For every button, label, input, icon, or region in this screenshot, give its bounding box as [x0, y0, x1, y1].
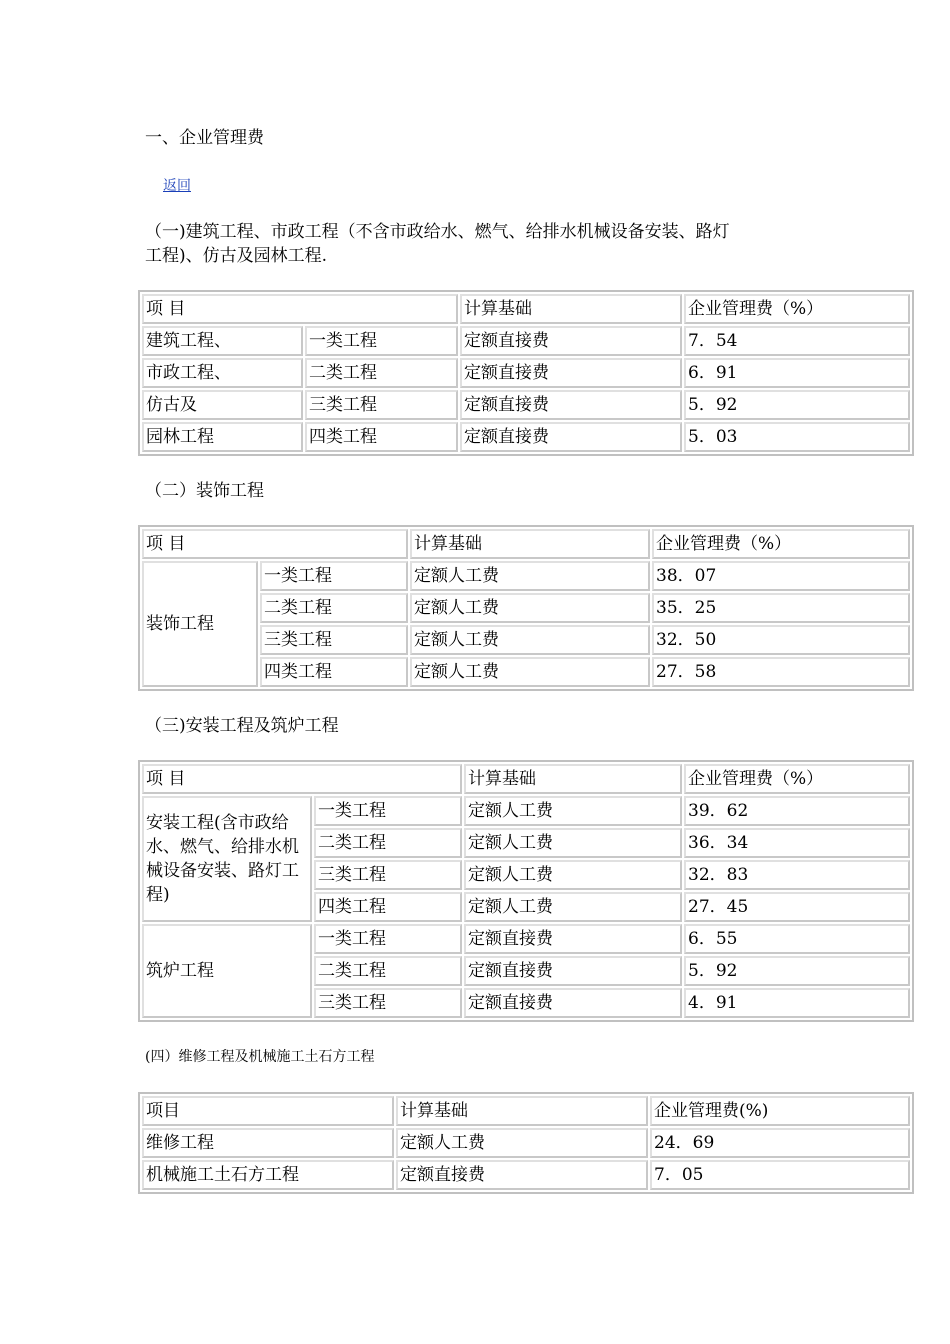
header-rate: 企业管理费（%） — [684, 764, 910, 794]
cell-group: 装饰工程 — [142, 561, 258, 687]
cell-class: 一类工程 — [260, 561, 408, 591]
cell-class: 四类工程 — [305, 422, 458, 452]
header-item: 项 目 — [142, 529, 408, 559]
cell-basis: 定额人工费 — [464, 828, 682, 858]
cell-basis: 定额直接费 — [464, 924, 682, 954]
cell-class: 二类工程 — [260, 593, 408, 623]
cell-class: 二类工程 — [314, 828, 462, 858]
table-section3 — [138, 760, 914, 1022]
section2-title: （二）装饰工程 — [145, 481, 264, 501]
cell-category: 机械施工土石方工程 — [142, 1160, 394, 1190]
cell-basis: 定额人工费 — [464, 796, 682, 826]
cell-category: 仿古及 — [142, 390, 303, 420]
table-section1 — [138, 290, 914, 456]
table-row — [142, 326, 910, 356]
cell-rate: 7．05 — [650, 1160, 910, 1190]
cell-class: 四类工程 — [260, 657, 408, 687]
table-section2 — [138, 525, 914, 691]
cell-group: 筑炉工程 — [142, 924, 312, 1018]
header-basis: 计算基础 — [460, 294, 682, 324]
cell-rate: 38．07 — [652, 561, 910, 591]
back-link[interactable]: 返回 — [163, 178, 191, 194]
cell-basis: 定额直接费 — [460, 390, 682, 420]
cell-rate: 39．62 — [684, 796, 910, 826]
cell-rate: 5．03 — [684, 422, 910, 452]
cell-rate: 35．25 — [652, 593, 910, 623]
section1-title-line1: （一)建筑工程、市政工程（不含市政给水、燃气、给排水机械设备安装、路灯 — [145, 222, 730, 242]
header-item: 项 目 — [142, 764, 462, 794]
section1-title-line2: 工程)、仿古及园林工程. — [145, 246, 328, 266]
page-heading: 一、企业管理费 — [145, 128, 264, 148]
table-row — [142, 924, 910, 954]
table-row — [142, 561, 910, 591]
cell-rate: 32．83 — [684, 860, 910, 890]
cell-basis: 定额人工费 — [464, 860, 682, 890]
cell-rate: 5．92 — [684, 390, 910, 420]
header-rate: 企业管理费（%） — [652, 529, 910, 559]
cell-category: 园林工程 — [142, 422, 303, 452]
cell-rate: 27．58 — [652, 657, 910, 687]
cell-basis: 定额人工费 — [410, 625, 650, 655]
cell-class: 三类工程 — [260, 625, 408, 655]
table-section4 — [138, 1092, 914, 1194]
header-item: 项目 — [142, 1096, 394, 1126]
cell-category: 市政工程、 — [142, 358, 303, 388]
cell-class: 三类工程 — [305, 390, 458, 420]
cell-rate: 36．34 — [684, 828, 910, 858]
cell-rate: 6．91 — [684, 358, 910, 388]
table-header-row — [142, 1096, 910, 1126]
table-row — [142, 1128, 910, 1158]
cell-class: 一类工程 — [314, 796, 462, 826]
cell-basis: 定额直接费 — [460, 358, 682, 388]
cell-basis: 定额直接费 — [460, 326, 682, 356]
cell-rate: 32．50 — [652, 625, 910, 655]
cell-rate: 7．54 — [684, 326, 910, 356]
table-row — [142, 422, 910, 452]
cell-class: 四类工程 — [314, 892, 462, 922]
cell-class: 二类工程 — [305, 358, 458, 388]
cell-basis: 定额直接费 — [396, 1160, 648, 1190]
cell-basis: 定额直接费 — [464, 956, 682, 986]
section4-title: (四）维修工程及机械施工土石方工程 — [145, 1049, 375, 1065]
cell-basis: 定额直接费 — [464, 988, 682, 1018]
table-row — [142, 390, 910, 420]
header-rate: 企业管理费（%） — [684, 294, 910, 324]
cell-class: 二类工程 — [314, 956, 462, 986]
header-basis: 计算基础 — [396, 1096, 648, 1126]
cell-basis: 定额人工费 — [410, 593, 650, 623]
cell-rate: 24．69 — [650, 1128, 910, 1158]
header-basis: 计算基础 — [410, 529, 650, 559]
table-header-row — [142, 764, 910, 794]
table-row — [142, 358, 910, 388]
cell-rate: 5．92 — [684, 956, 910, 986]
cell-group: 安装工程(含市政给水、燃气、给排水机械设备安装、路灯工程) — [142, 796, 312, 922]
cell-category: 建筑工程、 — [142, 326, 303, 356]
cell-basis: 定额人工费 — [410, 657, 650, 687]
table-row — [142, 796, 910, 826]
header-item: 项 目 — [142, 294, 458, 324]
cell-class: 一类工程 — [314, 924, 462, 954]
cell-class: 一类工程 — [305, 326, 458, 356]
cell-basis: 定额直接费 — [460, 422, 682, 452]
header-basis: 计算基础 — [464, 764, 682, 794]
cell-rate: 4．91 — [684, 988, 910, 1018]
table-header-row — [142, 529, 910, 559]
cell-rate: 6．55 — [684, 924, 910, 954]
table-header-row — [142, 294, 910, 324]
table-row — [142, 1160, 910, 1190]
section3-title: （三)安装工程及筑炉工程 — [145, 716, 339, 736]
cell-basis: 定额人工费 — [410, 561, 650, 591]
cell-basis: 定额人工费 — [396, 1128, 648, 1158]
cell-category: 维修工程 — [142, 1128, 394, 1158]
cell-class: 三类工程 — [314, 988, 462, 1018]
header-rate: 企业管理费(%) — [650, 1096, 910, 1126]
cell-basis: 定额人工费 — [464, 892, 682, 922]
cell-class: 三类工程 — [314, 860, 462, 890]
cell-rate: 27．45 — [684, 892, 910, 922]
